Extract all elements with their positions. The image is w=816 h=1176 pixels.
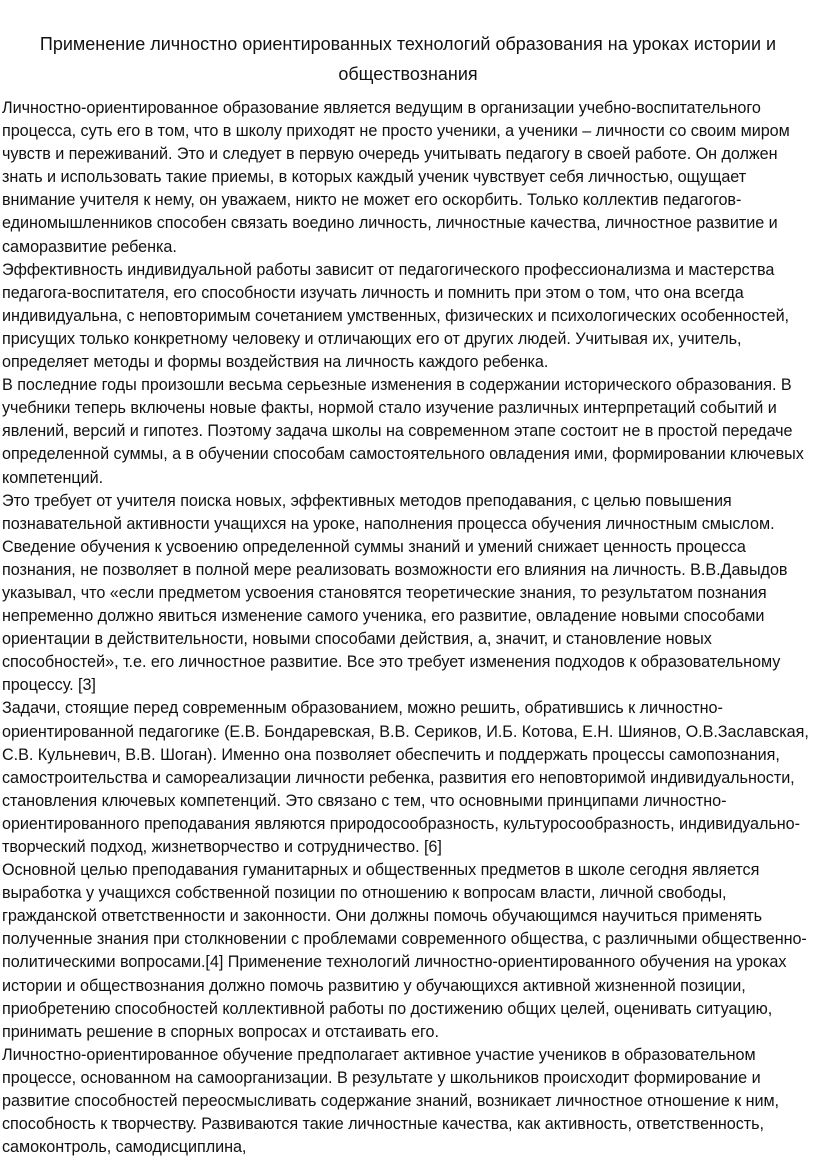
page-title: Применение личностно ориентированных технологий образования на уроках истории и обществознания [39, 34, 777, 84]
paragraph: Эффективность индивидуальной работы зависит от педагогического профессионализма и мастерства педагога-воспитателя, его способности изучать личность и помнить при этом о том, что она всегда индивидуальна, с неповторимым сочетанием умственных, физических и психологических особенностей, присущих только конкретному человеку и отличающих его от других людей. Учитывая их, учитель, определяет методы и формы воздействия на личность каждого ребенка. [2, 260, 790, 372]
paragraph: Основной целью преподавания гуманитарных и общественных предметов в школе сегодня является выработка у учащихся собственной позиции по отношению к вопросам власти, личной свободы, гражданской ответственности и законности. Они должны помочь обучающимся научиться применять полученные знания при столкновении с проблемами современного общества, с различными общественно-политическими вопросами.[4] Применение технологий личностно-ориентированного обучения на уроках истории и обществознания должно помочь развитию у обучающихся активной жизненной позиции, приобретению способностей коллективной работы по достижению общих целей, оценивать ситуацию, принимать решение в спорных вопросах и отстаивать его. [2, 861, 807, 1041]
paragraph: В последние годы произошли весьма серьезные изменения в содержании исторического образования. В учебники теперь включены новые факты, нормой стало изучение различных интерпретаций событий и явлений, версий и гипотез. Поэтому задача школы на современном этапе состоит не в простой передаче определенной суммы, а в обучении способам самостоятельного овладения ими, формировании ключевых компетенций. [2, 376, 804, 487]
paragraph: Личностно-ориентированное образование является ведущим в организации учебно-воспитательного процесса, суть его в том, что в школу приходят не просто ученики, а ученики – личности со своим миром чувств и переживаний. Это и следует в первую очередь учитывать педагогу в своей работе. Он должен знать и использовать такие приемы, в которых каждый ученик чувствует себя личностью, ощущает внимание учителя к нему, он уважаем, никто не может его оскорбить. Только коллектив педагогов-единомышленников способен связать воедино личность, личностные качества, личностное развитие и саморазвитие ребенка. [2, 99, 790, 256]
paragraph: Это требует от учителя поиска новых, эффективных методов преподавания, с целью повышения познавательной активности учащихся на уроке, наполнения процесса обучения личностным смыслом. Сведение обучения к усвоению определенной суммы знаний и умений снижает ценность процесса познания, не позволяет в полной мере реализовать возможности его влияния на личность. В.В.Давыдов указывал, что «если предметом усвоения становятся теоретические знания, то результатом познания непременно должно явиться изменение самого ученика, его развитие, овладение новыми способами ориентации в действительности, новыми способами действия, а, значит, и становление новых способностей», т.е. его личностное развитие. Все это требует изменения подходов к образовательному процессу. [3] [2, 491, 788, 695]
paragraph: Задачи, стоящие перед современным образованием, можно решить, обратившись к личностно-ориентированной педагогике (Е.В. Бондаревская, В.В. Сериков, И.Б. Котова, Е.Н. Шиянов, О.В.Заславская, С.В. Кульневич, В.В. Шоган). Именно она позволяет обеспечить и поддержать процессы самопознания, самостроительства и самореализации личности ребенка, развития его неповторимой индивидуальности, становления ключевых компетенций. Это связано с тем, что основными принципами личностно-ориентированного преподавания являются природосообразность, культуросообразность, индивидуально-творческий подход, жизнетворчество и сотрудничество. [6] [2, 699, 809, 856]
document-body [0, 97, 816, 1159]
paragraph: Личностно-ориентированное обучение предполагает активное участие учеников в образовательном процессе, основанном на самоорганизации. В результате у школьников происходит формирование и развитие способностей переосмысливать содержание знаний, возникает личностное отношение к ним, способность к творчеству. Развиваются такие личностные качества, как активность, ответственность, самоконтроль, самодисциплина, [2, 1045, 779, 1157]
